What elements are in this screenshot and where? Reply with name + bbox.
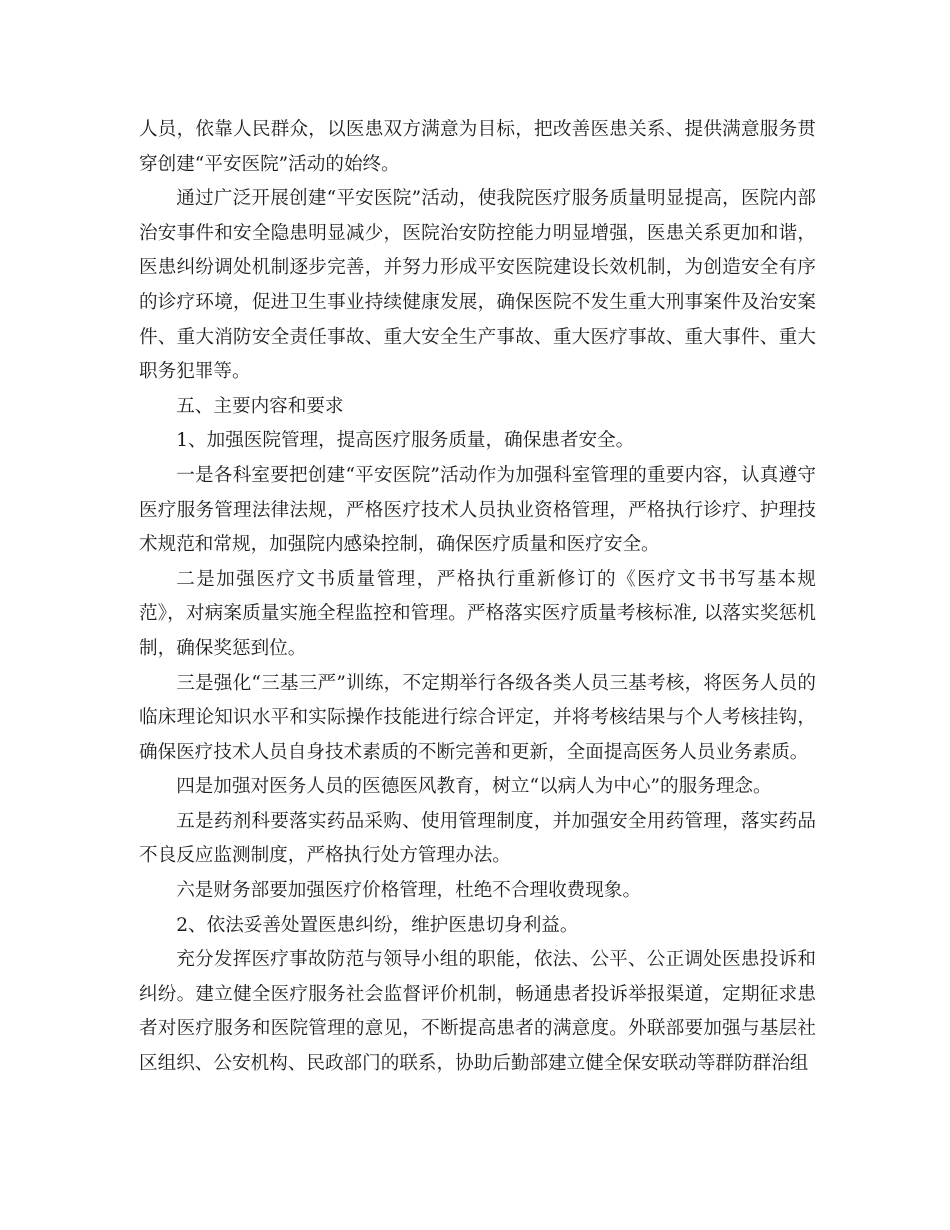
paragraph-1: 人员，依靠人民群众，以医患双方满意为目标，把改善医患关系、提供满意服务贯穿创建“平安医院”活动的始终。 — [139, 119, 816, 175]
paragraph-item-5: 五是药剂科要落实药品采购、使用管理制度，并加强安全用药管理，落实药品不良反应监测制度，严格执行处方管理办法。 — [139, 810, 816, 867]
paragraph-item-6: 六是财务部要加强医疗价格管理，杜绝不合理收费现象。 — [176, 880, 642, 902]
paragraph-2: 通过广泛开展创建“平安医院”活动，使我院医疗服务质量明显提高，医院内部治安事件和安全隐患明显减少，医院治安防控能力明显增强，医患关系更加和谐，医患纠纷调处机制逐步完善，并努力形成平安医院建设长效机制，为创造安全有序的诊疗环境，促进卫生事业持续健康发展，确保医院不发生重大刑事案件及治安案件、重大消防安全责任事故、重大安全生产事故、重大医疗事故、重大事件、重大职务犯罪等。 — [139, 188, 816, 383]
subsection-heading-1: 1、加强医院管理，提高医疗服务质量，确保患者安全。 — [176, 430, 635, 452]
document-body — [139, 113, 816, 1082]
paragraph-item-3: 三是强化“三基三严”训练，不定期举行各级各类人员三基考核，将医务人员的临床理论知识水平和实际操作技能进行综合评定，并将考核结果与个人考核挂钩，确保医疗技术人员自身技术素质的不断完善和更新，全面提高医务人员业务素质。 — [139, 672, 816, 763]
subsection-heading-2: 2、依法妥善处置医患纠纷，维护医患切身利益。 — [176, 914, 579, 936]
paragraph-dispute-handling: 充分发挥医疗事故防范与领导小组的职能，依法、公平、公正调处医患投诉和纠纷。建立健全医疗服务社会监督评价机制，畅通患者投诉举报渠道，定期征求患者对医疗服务和医院管理的意见，不断提高患者的满意度。外联部要加强与基层社区组织、公安机构、民政部门的联系，协助后勤部建立健全保安联动等群防群治组 — [139, 949, 816, 1075]
paragraph-item-4: 四是加强对医务人员的医德医风教育，树立“以病人为中心”的服务理念。 — [176, 776, 772, 798]
paragraph-item-2: 二是加强医疗文书质量管理，严格执行重新修订的《医疗文书书写基本规范》，对病案质量实施全程监控和管理。严格落实医疗质量考核标准, 以落实奖惩机制，确保奖惩到位。 — [139, 568, 816, 659]
section-heading-5: 五、主要内容和要求 — [176, 395, 344, 417]
paragraph-item-1: 一是各科室要把创建“平安医院”活动作为加强科室管理的重要内容，认真遵守医疗服务管理法律法规，严格医疗技术人员执业资格管理，严格执行诊疗、护理技术规范和常规，加强院内感染控制，确保医疗质量和医疗安全。 — [139, 464, 816, 556]
